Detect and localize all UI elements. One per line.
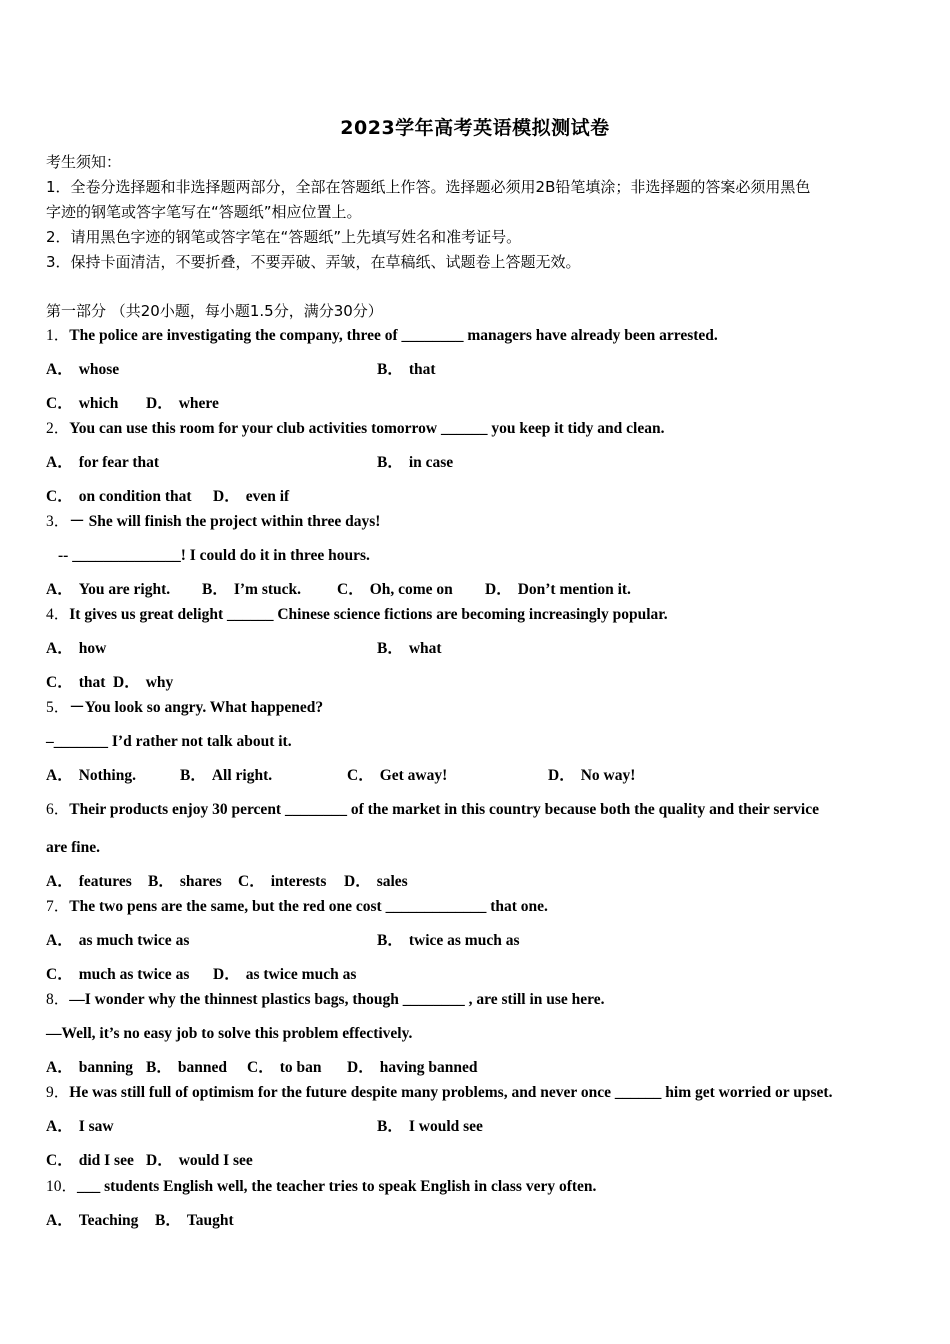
- question-8-reply: —Well, it’s no easy job to solve this problem effectively.: [46, 1025, 413, 1042]
- option-5d[interactable]: D． No way!: [548, 767, 636, 784]
- option-8d[interactable]: D． having banned: [347, 1059, 478, 1076]
- question-9: 9．He was still full of optimism for the future despite many problems, and never once ______ him get worried or upset.: [46, 1084, 833, 1101]
- option-9a[interactable]: A． I saw: [46, 1118, 114, 1135]
- section-heading: 第一部分 （共20小题，每小题1.5分，满分30分）: [46, 302, 383, 320]
- option-1a[interactable]: A． whose: [46, 361, 120, 378]
- question-1: 1．The police are investigating the company, three of ________ managers have already been arrested.: [46, 327, 718, 344]
- question-2: 2．You can use this room for your club activities tomorrow ______ you keep it tidy and clean.: [46, 420, 665, 437]
- notice-item-2: 2．请用黑色字迹的钢笔或答字笔在“答题纸”上先填写姓名和准考证号。: [46, 228, 522, 246]
- option-9d[interactable]: D． would I see: [146, 1152, 253, 1169]
- option-7d[interactable]: D． as twice much as: [213, 966, 357, 983]
- question-5-reply: –_______ I’d rather not talk about it.: [46, 733, 292, 750]
- question-6-cont: are fine.: [46, 839, 100, 856]
- option-2b[interactable]: B． in case: [377, 454, 454, 471]
- question-6: 6．Their products enjoy 30 percent ________ of the market in this country because both the quality and their service: [46, 801, 819, 818]
- option-3a[interactable]: A． You are right.: [46, 581, 171, 598]
- page-title: 2023学年高考英语模拟测试卷: [340, 117, 610, 139]
- option-3b[interactable]: B． I’m stuck.: [202, 581, 302, 598]
- option-7b[interactable]: B． twice as much as: [377, 932, 520, 949]
- option-7c[interactable]: C． much as twice as: [46, 966, 190, 983]
- option-9c[interactable]: C． did I see: [46, 1152, 134, 1169]
- question-8: 8．—I wonder why the thinnest plastics bags, though ________ , are still in use here.: [46, 991, 605, 1008]
- option-2d[interactable]: D． even if: [213, 488, 290, 505]
- option-10a[interactable]: A． Teaching: [46, 1212, 139, 1229]
- notice-heading: 考生须知：: [46, 153, 122, 171]
- notice-item-1: 1．全卷分选择题和非选择题两部分，全部在答题纸上作答。选择题必须用2B铅笔填涂；非选择题的答案必须用黑色: [46, 178, 811, 196]
- option-6a[interactable]: A． features: [46, 873, 132, 890]
- option-6c[interactable]: C． interests: [238, 873, 327, 890]
- option-9b[interactable]: B． I would see: [377, 1118, 483, 1135]
- option-7a[interactable]: A． as much twice as: [46, 932, 190, 949]
- option-3c[interactable]: C． Oh, come on: [337, 581, 453, 598]
- question-3: 3．－ She will finish the project within three days!: [46, 513, 381, 530]
- option-4d[interactable]: D． why: [113, 674, 174, 691]
- option-1d[interactable]: D． where: [146, 395, 219, 412]
- option-4a[interactable]: A． how: [46, 640, 107, 657]
- option-6b[interactable]: B． shares: [148, 873, 222, 890]
- option-5a[interactable]: A． Nothing.: [46, 767, 136, 784]
- option-8c[interactable]: C． to ban: [247, 1059, 322, 1076]
- question-7: 7．The two pens are the same, but the red one cost _____________ that one.: [46, 898, 548, 915]
- option-5c[interactable]: C． Get away!: [347, 767, 448, 784]
- notice-item-1-cont: 字迹的钢笔或答字笔写在“答题纸”相应位置上。: [46, 203, 362, 221]
- option-6d[interactable]: D． sales: [344, 873, 408, 890]
- question-4: 4．It gives us great delight ______ Chinese science fictions are becoming increasingly popular.: [46, 606, 668, 623]
- option-5b[interactable]: B． All right.: [180, 767, 273, 784]
- option-8b[interactable]: B． banned: [146, 1059, 227, 1076]
- option-3d[interactable]: D． Don’t mention it.: [485, 581, 631, 598]
- option-4b[interactable]: B． what: [377, 640, 442, 657]
- question-10: 10．___ students English well, the teacher tries to speak English in class very often.: [46, 1178, 597, 1195]
- question-5: 5．－You look so angry. What happened?: [46, 699, 324, 716]
- option-10b[interactable]: B． Taught: [155, 1212, 234, 1229]
- option-8a[interactable]: A． banning: [46, 1059, 133, 1076]
- option-2c[interactable]: C． on condition that: [46, 488, 192, 505]
- option-1b[interactable]: B． that: [377, 361, 436, 378]
- question-3-reply: -- ______________! I could do it in three hours.: [58, 547, 370, 564]
- option-1c[interactable]: C． which: [46, 395, 119, 412]
- option-2a[interactable]: A． for fear that: [46, 454, 160, 471]
- option-4c[interactable]: C． that: [46, 674, 106, 691]
- notice-item-3: 3．保持卡面清洁，不要折叠，不要弄破、弄皱，在草稿纸、试题卷上答题无效。: [46, 253, 581, 271]
